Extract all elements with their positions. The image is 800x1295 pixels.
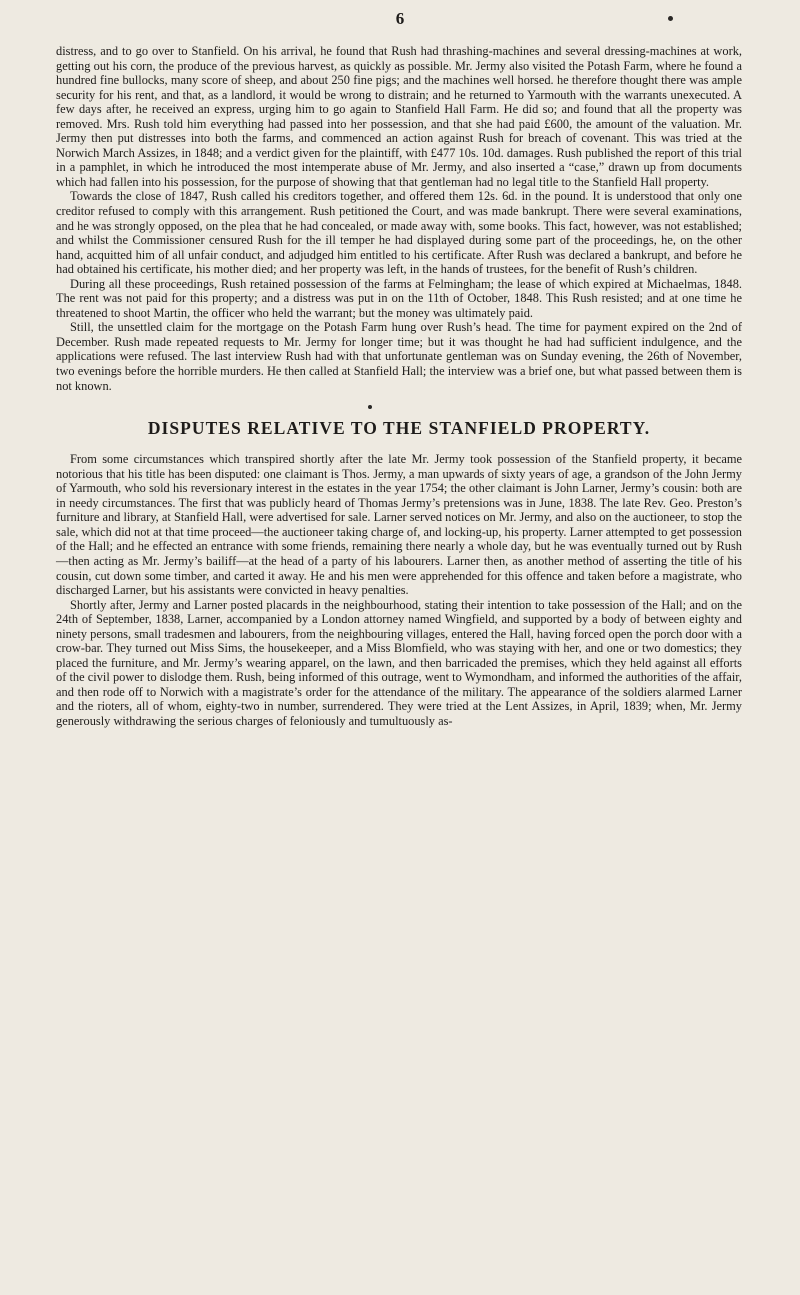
paragraph: From some circumstances which transpired shortly after the late Mr. Jermy took possession of the Stanfield property, it became notorious that his title has been disputed: one claimant is Thos. Jermy, a man upwards of sixty years of age, a grandson of the John Jermy of Yarmouth, who sold his reversionary interest in the estates in the year 1754; the other claimant is John Larner, Jermy’s cousin: both are in needy circumstances. The first that was publicly heard of Thomas Jermy’s pretensions was in June, 1838. The late Rev. Geo. Preston’s furniture and library, at Stanfield Hall, were advertised for sale. Larner served notices on Mr. Jermy, and also on the auctioneer, to stop the sale, which did not at that time proceed—the auctioneer taking charge of, and locking-up, his property. Larner attempted to get possession of the Hall; and he effected an entrance with some friends, remaining there nearly a whole day, but he was eventually turned out by Rush—then acting as Mr. Jermy’s bailiff—at the head of a party of his labourers. Larner then, as another method of asserting the title of his cousin, cut down some timber, and carted it away. He and his men were apprehended for this offence and taken before a magistrate, who discharged Larner, but his assistants were convicted in heavy penalties.: [56, 452, 742, 598]
section-heading: DISPUTES RELATIVE TO THE STANFIELD PROPERTY.: [147, 418, 651, 439]
paragraph: Towards the close of 1847, Rush called his creditors together, and offered them 12s. 6d. in the pound. It is understood that only one creditor refused to comply with this arrangement. Rush petitioned the Court, and was made bankrupt. There were several examinations, and he was strongly opposed, on the plea that he had concealed, or made away with, some books. This fact, however, was not established; and whilst the Commissioner censured Rush for the ill temper he had displayed during some part of the proceedings, he, on the other hand, acquitted him of all unfair conduct, and adjudged him entitled to his certificate. After Rush was declared a bankrupt, and before he had obtained his certificate, his mother died; and her property was left, in the hands of trustees, for the benefit of Rush’s children.: [56, 189, 742, 277]
paragraph: Shortly after, Jermy and Larner posted placards in the neighbourhood, stating their intention to take possession of the Hall; and on the 24th of September, 1838, Larner, accompanied by a London attorney named Wingfield, and supported by a body of between eighty and ninety persons, small tradesmen and labourers, from the neighbouring villages, entered the Hall, having forced open the porch door with a crow-bar. They turned out Miss Sims, the housekeeper, and a Miss Blomfield, who was staying with her, and one or two domestics; they placed the furniture, and Mr. Jermy’s wearing apparel, on the lawn, and then barricaded the premises, which they held against all efforts of the civil power to dislodge them. Rush, being informed of this outrage, went to Wymondham, and informed the authorities of the affair, and then rode off to Norwich with a magistrate’s order for the attendance of the military. The appearance of the soldiers alarmed Larner and the rioters, all of whom, eighty-two in number, surrendered. They were tried at the Lent Assizes, in April, 1839; when, Mr. Jermy generously withdrawing the serious charges of feloniously and tumultuously as-: [56, 597, 742, 728]
page-number: 6: [395, 9, 405, 28]
printer-dot-mark: [668, 16, 673, 21]
paragraph: During all these proceedings, Rush retained possession of the farms at Felmingham; the lease of which expired at Michaelmas, 1848. The rent was not paid for this property; and a distress was put in on the 11th of October, 1848. This Rush resisted; and at one time he threatened to shoot Martin, the officer who held the warrant; but the money was ultimately paid.: [56, 276, 742, 320]
divider-dot: [368, 405, 372, 409]
section-divider: [56, 393, 742, 418]
paragraph: distress, and to go over to Stanfield. On his arrival, he found that Rush had thrashing-machines and several dressing-machines at work, getting out his corn, the produce of the previous harvest, as quickly as possible. Mr. Jermy also visited the Potash Farm, where he found a hundred fine bullocks, many score of sheep, and about 250 fine pigs; and the machines well horsed. he therefore thought there was ample security for his rent, and that, as a landlord, it would be wrong to distrain; and he returned to Yarmouth with the warrants unexecuted. A few days after, he received an express, urging him to go again to Stanfield Hall Farm. He did so; and found that all the property was removed. Mrs. Rush told him everything had passed into her possession, and that she had paid £600, the amount of the valuation. Mr. Jermy then put distresses into both the farms, and commenced an action against Rush for breach of covenant. This was tried at the Norwich March Assizes, in 1848; and a verdict given for the plaintiff, with £477 10s. 10d. damages. Rush published the report of this trial in a pamphlet, in which he introduced the most intemperate abuse of Mr. Jermy, and also inserted a “case,” drawn up from documents which had fallen into his possession, for the purpose of showing that that gentleman had no legal title to the Stanfield Hall property.: [56, 44, 742, 189]
paragraph: Still, the unsettled claim for the mortgage on the Potash Farm hung over Rush’s head. The time for payment expired on the 2nd of December. Rush made repeated requests to Mr. Jermy for longer time; but it was thought he had had sufficient indulgence, and the applications were refused. The last interview Rush had with that unfortunate gentleman was on Sunday evening, the 26th of November, two evenings before the horrible murders. He then called at Stanfield Hall; the interview was a brief one, but what passed between them is not known.: [56, 320, 742, 393]
text-column: [56, 44, 742, 729]
